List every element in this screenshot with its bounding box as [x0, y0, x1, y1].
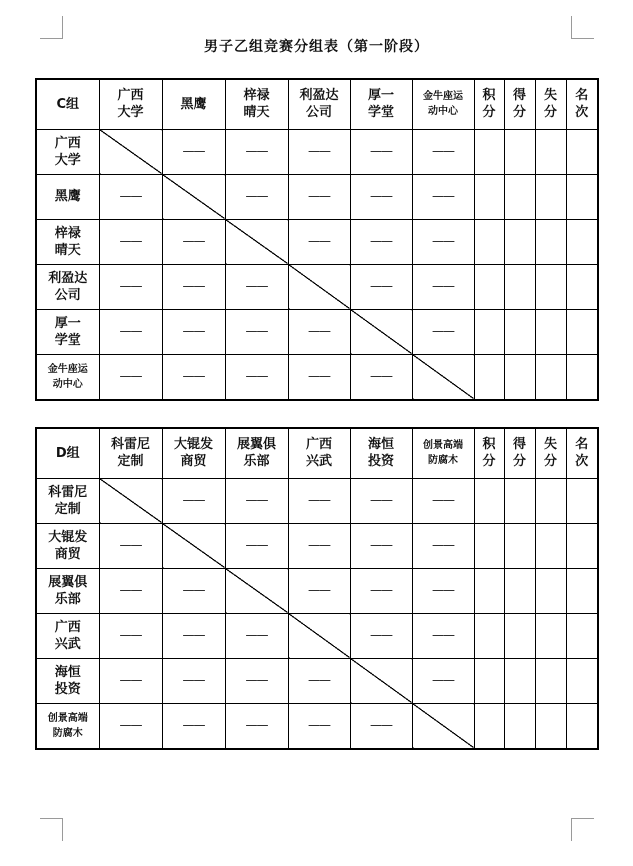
- match-cell: ——: [162, 309, 225, 354]
- stat-cell: [474, 523, 504, 568]
- column-header-stat: 失 分: [535, 428, 566, 478]
- match-cell: ——: [350, 354, 412, 400]
- match-cell: ——: [99, 523, 162, 568]
- match-cell: ——: [412, 523, 474, 568]
- column-header-team: 展翼俱 乐部: [225, 428, 288, 478]
- stat-cell: [566, 309, 598, 354]
- table-row: [36, 174, 598, 219]
- stat-cell: [474, 219, 504, 264]
- table-row: [36, 309, 598, 354]
- stat-cell: [566, 219, 598, 264]
- match-cell: ——: [162, 568, 225, 613]
- diagonal-cell: [99, 129, 162, 174]
- column-header-team: 厚一 学堂: [350, 79, 412, 129]
- stat-cell: [504, 174, 535, 219]
- match-cell: ——: [99, 264, 162, 309]
- match-cell: ——: [225, 174, 288, 219]
- match-cell: ——: [288, 129, 350, 174]
- stat-cell: [504, 354, 535, 400]
- stat-cell: [566, 568, 598, 613]
- row-header-team: 大锟发 商贸: [36, 523, 99, 568]
- row-header-team: 广西 大学: [36, 129, 99, 174]
- row-header-team: 梓禄 晴天: [36, 219, 99, 264]
- diagonal-cell: [225, 568, 288, 613]
- row-header-team: 科雷尼 定制: [36, 478, 99, 523]
- column-header-stat: 积 分: [474, 428, 504, 478]
- match-cell: ——: [225, 523, 288, 568]
- table-row: [36, 129, 598, 174]
- match-cell: ——: [350, 613, 412, 658]
- table-row: [36, 703, 598, 749]
- match-cell: ——: [288, 309, 350, 354]
- column-header-stat: 积 分: [474, 79, 504, 129]
- stat-cell: [504, 264, 535, 309]
- stat-cell: [566, 523, 598, 568]
- diagonal-cell: [162, 523, 225, 568]
- column-header-team: 广西 兴武: [288, 428, 350, 478]
- match-cell: ——: [225, 309, 288, 354]
- page-title: 男子乙组竞赛分组表（第一阶段）: [204, 39, 429, 55]
- diagonal-cell: [288, 264, 350, 309]
- column-header-team: 广西 大学: [99, 79, 162, 129]
- stat-cell: [566, 354, 598, 400]
- match-cell: ——: [350, 568, 412, 613]
- stat-cell: [504, 478, 535, 523]
- match-cell: ——: [412, 219, 474, 264]
- column-header-team: 金牛座运 动中心: [412, 79, 474, 129]
- group-label: D组: [36, 428, 99, 478]
- stat-cell: [566, 613, 598, 658]
- match-cell: ——: [225, 658, 288, 703]
- table-row: [36, 219, 598, 264]
- row-header-team: 利盈达 公司: [36, 264, 99, 309]
- column-header-stat: 得 分: [504, 79, 535, 129]
- stat-cell: [474, 309, 504, 354]
- match-cell: ——: [412, 568, 474, 613]
- column-header-team: 创景高端 防腐木: [412, 428, 474, 478]
- column-header-team: 利盈达 公司: [288, 79, 350, 129]
- match-cell: ——: [162, 658, 225, 703]
- stat-cell: [566, 174, 598, 219]
- group-label: C组: [36, 79, 99, 129]
- stat-cell: [504, 129, 535, 174]
- table-row: [36, 658, 598, 703]
- column-header-team: 大锟发 商贸: [162, 428, 225, 478]
- stat-cell: [535, 703, 566, 749]
- stat-cell: [474, 354, 504, 400]
- column-header-stat: 名 次: [566, 79, 598, 129]
- match-cell: ——: [99, 568, 162, 613]
- row-header-team: 厚一 学堂: [36, 309, 99, 354]
- column-header-team: 梓禄 晴天: [225, 79, 288, 129]
- stat-cell: [535, 523, 566, 568]
- table-row: [36, 264, 598, 309]
- match-cell: ——: [288, 174, 350, 219]
- stat-cell: [535, 219, 566, 264]
- stat-cell: [535, 309, 566, 354]
- match-cell: ——: [288, 568, 350, 613]
- stat-cell: [474, 703, 504, 749]
- match-cell: ——: [162, 129, 225, 174]
- stat-cell: [566, 658, 598, 703]
- column-header-stat: 名 次: [566, 428, 598, 478]
- match-cell: ——: [99, 613, 162, 658]
- stat-cell: [474, 658, 504, 703]
- match-cell: ——: [162, 703, 225, 749]
- stat-cell: [504, 613, 535, 658]
- match-cell: ——: [99, 658, 162, 703]
- column-header-team: 科雷尼 定制: [99, 428, 162, 478]
- match-cell: ——: [350, 174, 412, 219]
- match-cell: ——: [225, 354, 288, 400]
- match-cell: ——: [412, 613, 474, 658]
- diagonal-cell: [350, 309, 412, 354]
- stat-cell: [474, 478, 504, 523]
- match-cell: ——: [162, 219, 225, 264]
- diagonal-cell: [288, 613, 350, 658]
- stat-cell: [504, 523, 535, 568]
- column-header-stat: 失 分: [535, 79, 566, 129]
- table-row: [36, 523, 598, 568]
- match-cell: ——: [162, 613, 225, 658]
- stat-cell: [474, 129, 504, 174]
- match-cell: ——: [412, 658, 474, 703]
- stat-cell: [535, 613, 566, 658]
- match-cell: ——: [99, 174, 162, 219]
- match-cell: ——: [288, 219, 350, 264]
- diagonal-cell: [162, 174, 225, 219]
- match-cell: ——: [162, 354, 225, 400]
- diagonal-cell: [99, 478, 162, 523]
- stat-cell: [566, 703, 598, 749]
- stat-cell: [535, 354, 566, 400]
- match-cell: ——: [99, 219, 162, 264]
- stat-cell: [474, 613, 504, 658]
- match-cell: ——: [162, 478, 225, 523]
- corner-mark-bottom-right: [571, 818, 594, 841]
- row-header-team: 海恒 投资: [36, 658, 99, 703]
- diagonal-cell: [412, 354, 474, 400]
- match-cell: ——: [412, 478, 474, 523]
- group-c-table: [35, 78, 599, 401]
- row-header-team: 展翼俱 乐部: [36, 568, 99, 613]
- row-header-team: 创景高端 防腐木: [36, 703, 99, 749]
- stat-cell: [566, 478, 598, 523]
- match-cell: ——: [288, 703, 350, 749]
- match-cell: ——: [412, 174, 474, 219]
- stat-cell: [535, 174, 566, 219]
- diagonal-cell: [412, 703, 474, 749]
- stat-cell: [504, 568, 535, 613]
- match-cell: ——: [288, 478, 350, 523]
- match-cell: ——: [99, 354, 162, 400]
- diagonal-cell: [225, 219, 288, 264]
- stat-cell: [535, 568, 566, 613]
- stat-cell: [535, 478, 566, 523]
- stat-cell: [535, 264, 566, 309]
- match-cell: ——: [288, 658, 350, 703]
- table-row: [36, 478, 598, 523]
- row-header-team: 金牛座运 动中心: [36, 354, 99, 400]
- row-header-team: 广西 兴武: [36, 613, 99, 658]
- match-cell: ——: [225, 478, 288, 523]
- match-cell: ——: [225, 703, 288, 749]
- table-row: [36, 354, 598, 400]
- stat-cell: [504, 219, 535, 264]
- match-cell: ——: [350, 523, 412, 568]
- match-cell: ——: [225, 613, 288, 658]
- stat-cell: [474, 174, 504, 219]
- match-cell: ——: [225, 264, 288, 309]
- match-cell: ——: [412, 264, 474, 309]
- match-cell: ——: [288, 354, 350, 400]
- column-header-team: 黑鹰: [162, 79, 225, 129]
- match-cell: ——: [412, 129, 474, 174]
- group-d-table: [35, 427, 599, 750]
- table-row: [36, 568, 598, 613]
- match-cell: ——: [350, 219, 412, 264]
- row-header-team: 黑鹰: [36, 174, 99, 219]
- stat-cell: [535, 129, 566, 174]
- column-header-team: 海恒 投资: [350, 428, 412, 478]
- match-cell: ——: [162, 264, 225, 309]
- stat-cell: [566, 264, 598, 309]
- stat-cell: [504, 309, 535, 354]
- corner-mark-bottom-left: [40, 818, 63, 841]
- stat-cell: [474, 264, 504, 309]
- match-cell: ——: [350, 478, 412, 523]
- stat-cell: [566, 129, 598, 174]
- table-row: [36, 613, 598, 658]
- match-cell: ——: [99, 309, 162, 354]
- match-cell: ——: [225, 129, 288, 174]
- diagonal-cell: [350, 658, 412, 703]
- column-header-stat: 得 分: [504, 428, 535, 478]
- stat-cell: [474, 568, 504, 613]
- match-cell: ——: [350, 129, 412, 174]
- match-cell: ——: [99, 703, 162, 749]
- match-cell: ——: [350, 703, 412, 749]
- match-cell: ——: [350, 264, 412, 309]
- match-cell: ——: [412, 309, 474, 354]
- stat-cell: [504, 658, 535, 703]
- match-cell: ——: [288, 523, 350, 568]
- stat-cell: [535, 658, 566, 703]
- stat-cell: [504, 703, 535, 749]
